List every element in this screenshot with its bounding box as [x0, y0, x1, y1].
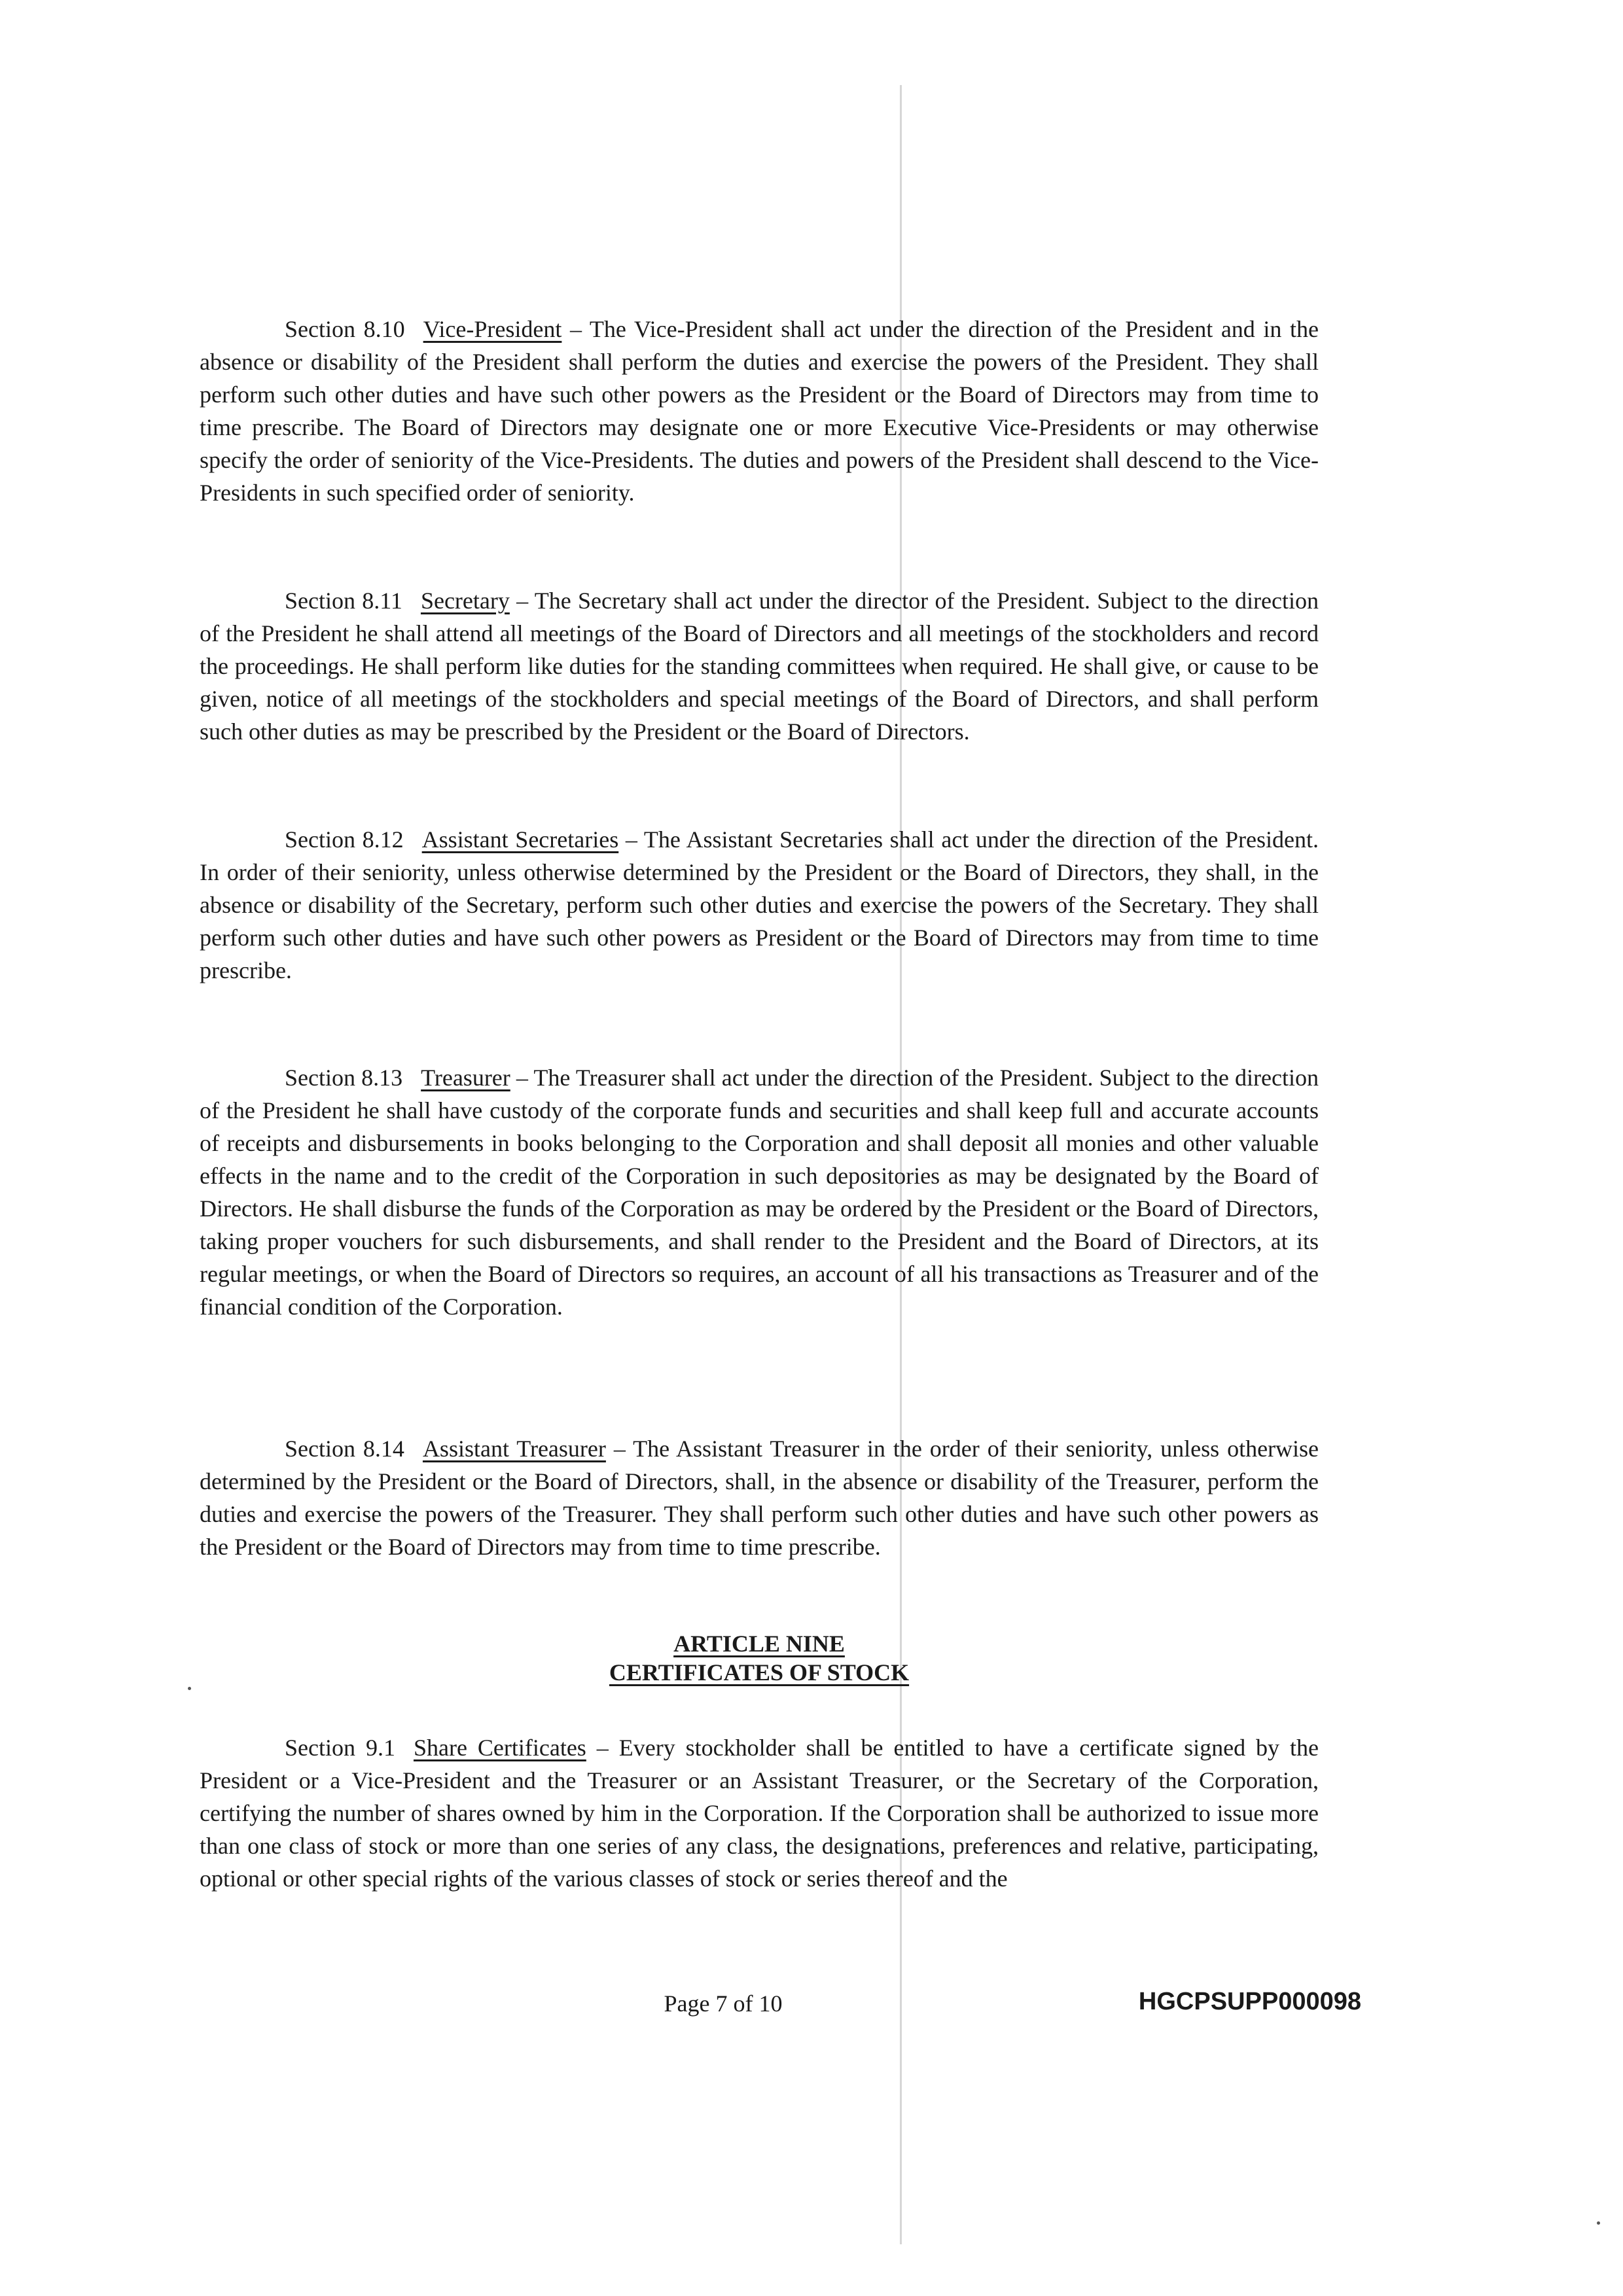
- scan-speck: [1597, 2221, 1600, 2225]
- section-title: Assistant Secretaries: [421, 826, 619, 853]
- section-8-12: [200, 823, 1319, 987]
- section-title: Share Certificates: [413, 1735, 586, 1761]
- scan-speck: [188, 1687, 191, 1690]
- section-body: – The Secretary shall act under the director of the President. Subject to the direction of the President he shall attend all meetings of the Board of Directors and all meetings of the stockholders and record the proceedings. He shall perform like duties for the standing committees when required. He shall give, or cause to be given, notice of all meetings of the stockholders and special meetings of the Board of Directors, and shall perform such other duties as may be prescribed by the President or the Board of Directors.: [200, 588, 1319, 745]
- section-body: – The Treasurer shall act under the direction of the President. Subject to the direction of the President he shall have custody of the corporate funds and securities and shall keep full and accurate accounts of receipts and disbursements in books belonging to the Corporation and shall deposit all monies and other valuable effects in the name and to the credit of the Corporation in such depositories as may be designated by the Board of Directors. He shall disburse the funds of the Corporation as may be ordered by the President or the Board of Directors, taking proper vouchers for such disbursements, and shall render to the President and the Board of Directors, at its regular meetings, or when the Board of Directors so requires, an account of all his transactions as Treasurer and of the financial condition of the Corporation.: [200, 1065, 1319, 1320]
- section-title: Vice-President: [423, 316, 562, 342]
- section-body: – The Assistant Secretaries shall act under the direction of the President. In order of their seniority, unless otherwise determined by the President or the Board of Directors, they shall, in the absence or disability of the Secretary, perform such other duties and exercise the powers of the Secretary. They shall perform such other duties and have such other powers as President or the Board of Directors may from time to time prescribe.: [200, 826, 1319, 983]
- section-8-10: [200, 313, 1319, 509]
- page-number: Page 7 of 10: [664, 1990, 783, 2017]
- section-8-11: [200, 584, 1319, 748]
- section-number: Section 8.13: [285, 1065, 403, 1091]
- section-title: Secretary: [420, 588, 510, 614]
- section-number: Section 8.11: [285, 588, 402, 614]
- article-heading: [200, 1629, 1319, 1687]
- bates-number: HGCPSUPP000098: [1138, 1988, 1361, 2015]
- article-title: CERTIFICATES OF STOCK: [609, 1659, 910, 1686]
- section-body: – Every stockholder shall be entitled to have a certificate signed by the President or a Vice-President and the Treasurer or an Assistant Treasurer, or the Secretary of the Corporation, certifying the number of shares owned by him in the Corporation. If the Corporation shall be authorized to issue more than one class of stock or more than one series of any class, the designations, preferences and relative, participating, optional or other special rights of the various classes of stock or series thereof and the: [200, 1735, 1319, 1892]
- section-number: Section 8.14: [285, 1436, 404, 1462]
- section-8-14: [200, 1432, 1319, 1563]
- section-paragraph: [200, 1432, 1319, 1563]
- section-paragraph: [200, 584, 1319, 748]
- section-paragraph: [200, 1731, 1319, 1895]
- section-title: Assistant Treasurer: [422, 1436, 606, 1462]
- section-paragraph: [200, 823, 1319, 987]
- section-body: – The Vice-President shall act under the direction of the President and in the absence or disability of the President shall perform the duties and exercise the powers of the President. They shall perform such other duties and have such other powers as the President or the Board of Directors may from time to time prescribe. The Board of Directors may designate one or more Executive Vice-Presidents or may otherwise specify the order of seniority of the Vice-Presidents. The duties and powers of the President shall descend to the Vice-Presidents in such specified order of seniority.: [200, 316, 1319, 506]
- article-number: ARTICLE NINE: [673, 1631, 845, 1657]
- section-paragraph: [200, 313, 1319, 509]
- section-number: Section 8.12: [285, 826, 404, 853]
- section-8-13: [200, 1061, 1319, 1323]
- section-paragraph: [200, 1061, 1319, 1323]
- section-number: Section 8.10: [285, 316, 405, 342]
- section-number: Section 9.1: [285, 1735, 395, 1761]
- section-title: Treasurer: [421, 1065, 510, 1091]
- section-9-1: [200, 1731, 1319, 1895]
- section-body: – The Assistant Treasurer in the order of their seniority, unless otherwise determined by the President or the Board of Directors, shall, in the absence or disability of the Treasurer, perform the duties and exercise the powers of the Treasurer. They shall perform such other duties and have such other powers as the President or the Board of Directors may from time to time prescribe.: [200, 1436, 1319, 1560]
